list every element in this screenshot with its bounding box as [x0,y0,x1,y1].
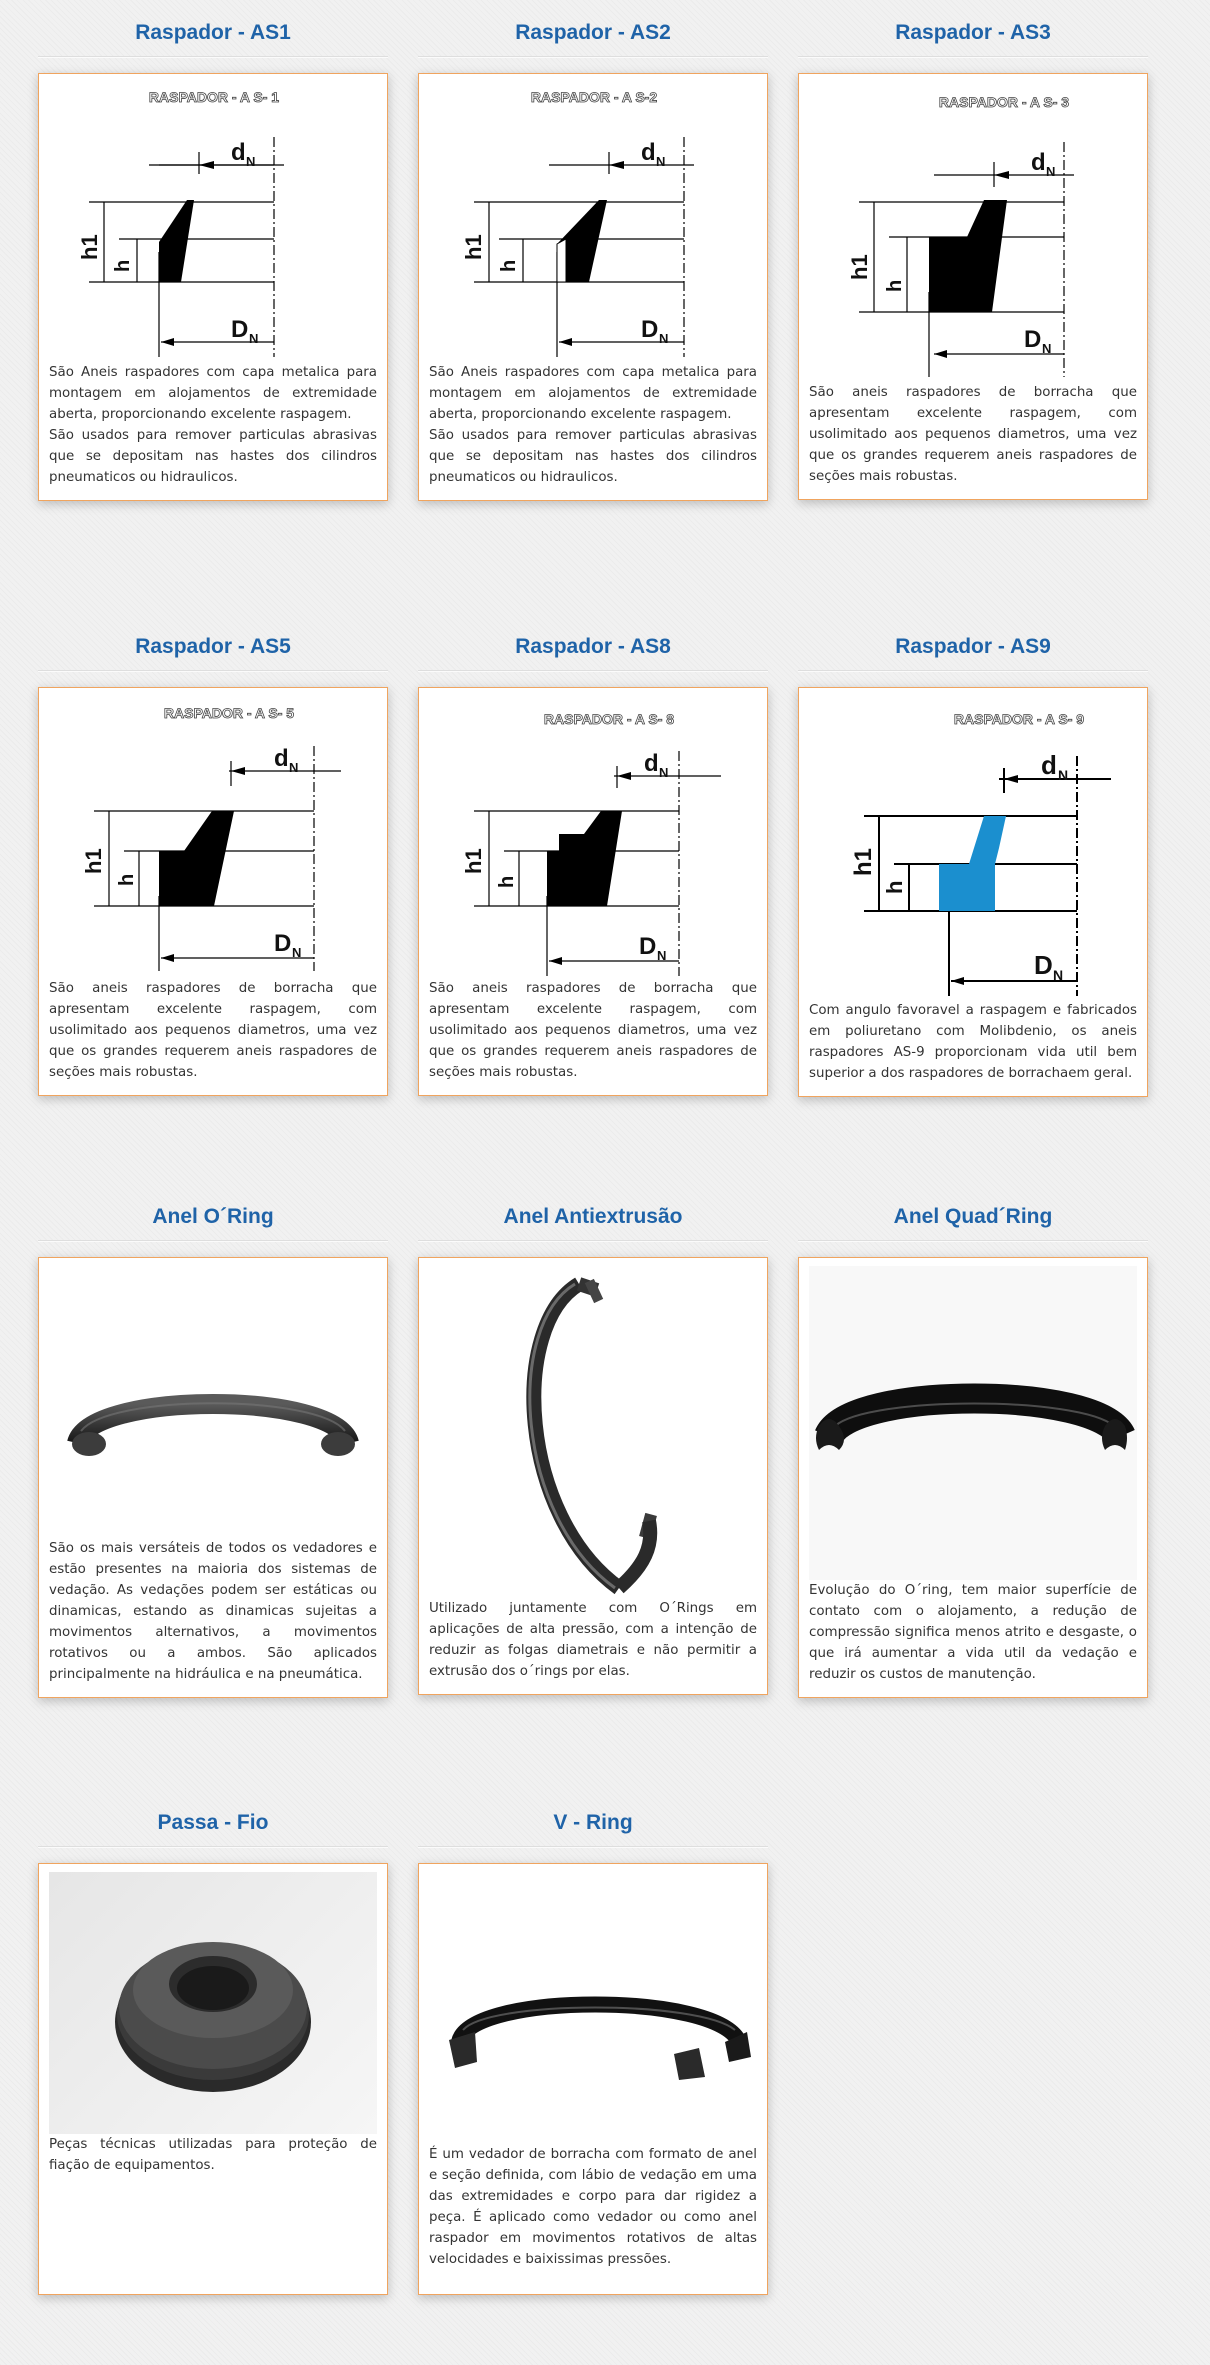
svg-text:D: D [1034,950,1053,980]
product-as8 [418,630,768,1096]
svg-text:D: D [641,316,659,343]
svg-text:D: D [639,933,657,960]
svg-text:h1: h1 [850,847,877,876]
product-title[interactable]: Raspador - AS9 [798,630,1148,671]
oring-image [49,1266,377,1538]
svg-text:N: N [657,948,667,963]
drawing-label: RASPADOR - A S- 3 [938,94,1070,110]
product-card [418,1257,768,1695]
as5-drawing [49,696,377,978]
svg-text:h: h [112,259,134,272]
svg-text:d: d [231,139,246,166]
svg-text:N: N [1046,164,1056,179]
product-title[interactable]: Raspador - AS1 [38,16,388,57]
svg-text:d: d [1041,750,1057,780]
product-card [38,1863,388,2295]
product-card [418,73,768,501]
product-description: São Aneis raspadores com capa metalica para montagem em alojamentos de extremidade aberta, proporcionando excelente raspagem. São usados para remover particulas abrasivas que se depositam nas hastes dos cilindros pneumaticos ou hidraulicos. [49,365,377,485]
product-quadring [798,1200,1148,1698]
product-description: É um vedador de borracha com formato de anel e seção definida, com lábio de vedação em uma das extremidades e corpo para dar rigidez a peça. É aplicado como vedador ou como anel raspador em movimentos rotativos de altas velocidades e baixissimas pressões. [429,2147,757,2267]
svg-text:d: d [1031,149,1046,176]
svg-text:N: N [1053,967,1064,983]
product-as1 [38,16,388,501]
product-card [798,687,1148,1097]
drawing-label: RASPADOR - A S-2 [530,89,658,105]
product-as5 [38,630,388,1096]
as3-drawing [809,82,1137,382]
product-description: São aneis raspadores de borracha que apresentam excelente raspagem, com usolimitado aos pequenos diametros, uma vez que os grandes requerem aneis raspadores de seções mais robustas. [429,981,757,1080]
product-title[interactable]: Anel Quad´Ring [798,1200,1148,1241]
svg-text:d: d [274,745,289,772]
svg-text:h1: h1 [461,848,486,874]
product-card [798,1257,1148,1698]
svg-text:N: N [659,331,669,346]
product-title[interactable]: Raspador - AS5 [38,630,388,671]
as9-drawing [809,696,1137,1000]
product-description: Utilizado juntamente com O´Rings em aplicações de alta pressão, com a intenção de reduzir as folgas diametrais e não permitir a extrusão dos o´rings por elas. [429,1601,757,1679]
product-card [418,1863,768,2295]
drawing-label: RASPADOR - A S- 9 [953,711,1085,727]
product-title[interactable]: Raspador - AS2 [418,16,768,57]
product-title[interactable]: Raspador - AS3 [798,16,1148,57]
antiextrusao-image [429,1266,757,1598]
product-description: Peças técnicas utilizadas para proteção de fiação de equipamentos. [49,2137,377,2173]
product-card [38,73,388,501]
product-title[interactable]: V - Ring [418,1806,768,1847]
product-title[interactable]: Raspador - AS8 [418,630,768,671]
as8-drawing [429,696,757,978]
svg-text:N: N [659,765,669,780]
product-description: São Aneis raspadores com capa metalica para montagem em alojamentos de extremidade aberta, proporcionando excelente raspagem. São usados para remover particulas abrasivas que se depositam nas hastes dos cilindros pneumaticos ou hidraulicos. [429,365,757,485]
svg-text:h1: h1 [77,234,102,260]
product-card [38,1257,388,1698]
as2-drawing [429,82,757,362]
svg-text:N: N [292,945,302,960]
svg-text:h: h [496,875,518,888]
product-oring [38,1200,388,1698]
drawing-label: RASPADOR - A S- 5 [163,705,295,721]
drawing-label: RASPADOR - A S- 1 [148,89,280,105]
svg-text:h1: h1 [847,254,872,280]
svg-text:h1: h1 [461,234,486,260]
product-title[interactable]: Anel O´Ring [38,1200,388,1241]
svg-text:d: d [644,750,659,777]
product-passafio [38,1806,388,2295]
drawing-label: RASPADOR - A S- 8 [543,711,675,727]
product-description: São aneis raspadores de borracha que apresentam excelente raspagem, com usolimitado aos pequenos diametros, uma vez que os grandes requerem aneis raspadores de seções mais robustas. [49,981,377,1080]
svg-text:h: h [116,873,138,886]
product-as9 [798,630,1148,1097]
svg-text:D: D [274,930,292,957]
svg-text:h: h [498,259,520,272]
product-description: São os mais versáteis de todos os vedadores e estão presentes na maioria dos sistemas de vedação. As vedações podem ser estáticas ou dinamicas, estando as dinamicas sujeitas a movimentos alternativos, a movimentos rotativos ou a ambos. São aplicados principalmente na hidráulica e na pneumática. [49,1541,377,1682]
svg-text:N: N [249,331,259,346]
product-as2 [418,16,768,501]
product-description: Evolução do O´ring, tem maior superfície de contato com o alojamento, a redução de compressão significa menos atrito e desgaste, o que irá aumentar a vida util da vedação e reduzir os custos de manutenção. [809,1583,1137,1682]
svg-text:h1: h1 [81,848,106,874]
quadring-image [809,1266,1137,1580]
product-title[interactable]: Anel Antiextrusão [418,1200,768,1241]
svg-text:D: D [1024,326,1042,353]
svg-text:d: d [641,139,656,166]
svg-text:N: N [656,154,666,169]
product-title[interactable]: Passa - Fio [38,1806,388,1847]
svg-text:N: N [289,760,299,775]
vring-image [429,1872,757,2144]
svg-text:N: N [246,154,256,169]
product-description: São aneis raspadores de borracha que apresentam excelente raspagem, com usolimitado aos pequenos diametros, uma vez que os grandes requerem aneis raspadores de seções mais robustas. [809,385,1137,484]
product-vring [418,1806,768,2295]
svg-text:N: N [1042,341,1052,356]
product-card [418,687,768,1096]
product-description: Com angulo favoravel a raspagem e fabricados em poliuretano com Molibdenio, os aneis raspadores AS-9 proporcionam vida util bem superior a dos raspadores de borrachaem geral. [809,1003,1137,1081]
svg-text:D: D [231,316,249,343]
product-as3 [798,16,1148,500]
passafio-image [49,1872,377,2134]
product-antiextrusao [418,1200,768,1695]
svg-text:h: h [882,880,907,894]
product-card [798,73,1148,500]
svg-text:N: N [1058,767,1069,783]
product-card [38,687,388,1096]
as1-drawing [49,82,377,362]
svg-text:h: h [884,279,906,292]
